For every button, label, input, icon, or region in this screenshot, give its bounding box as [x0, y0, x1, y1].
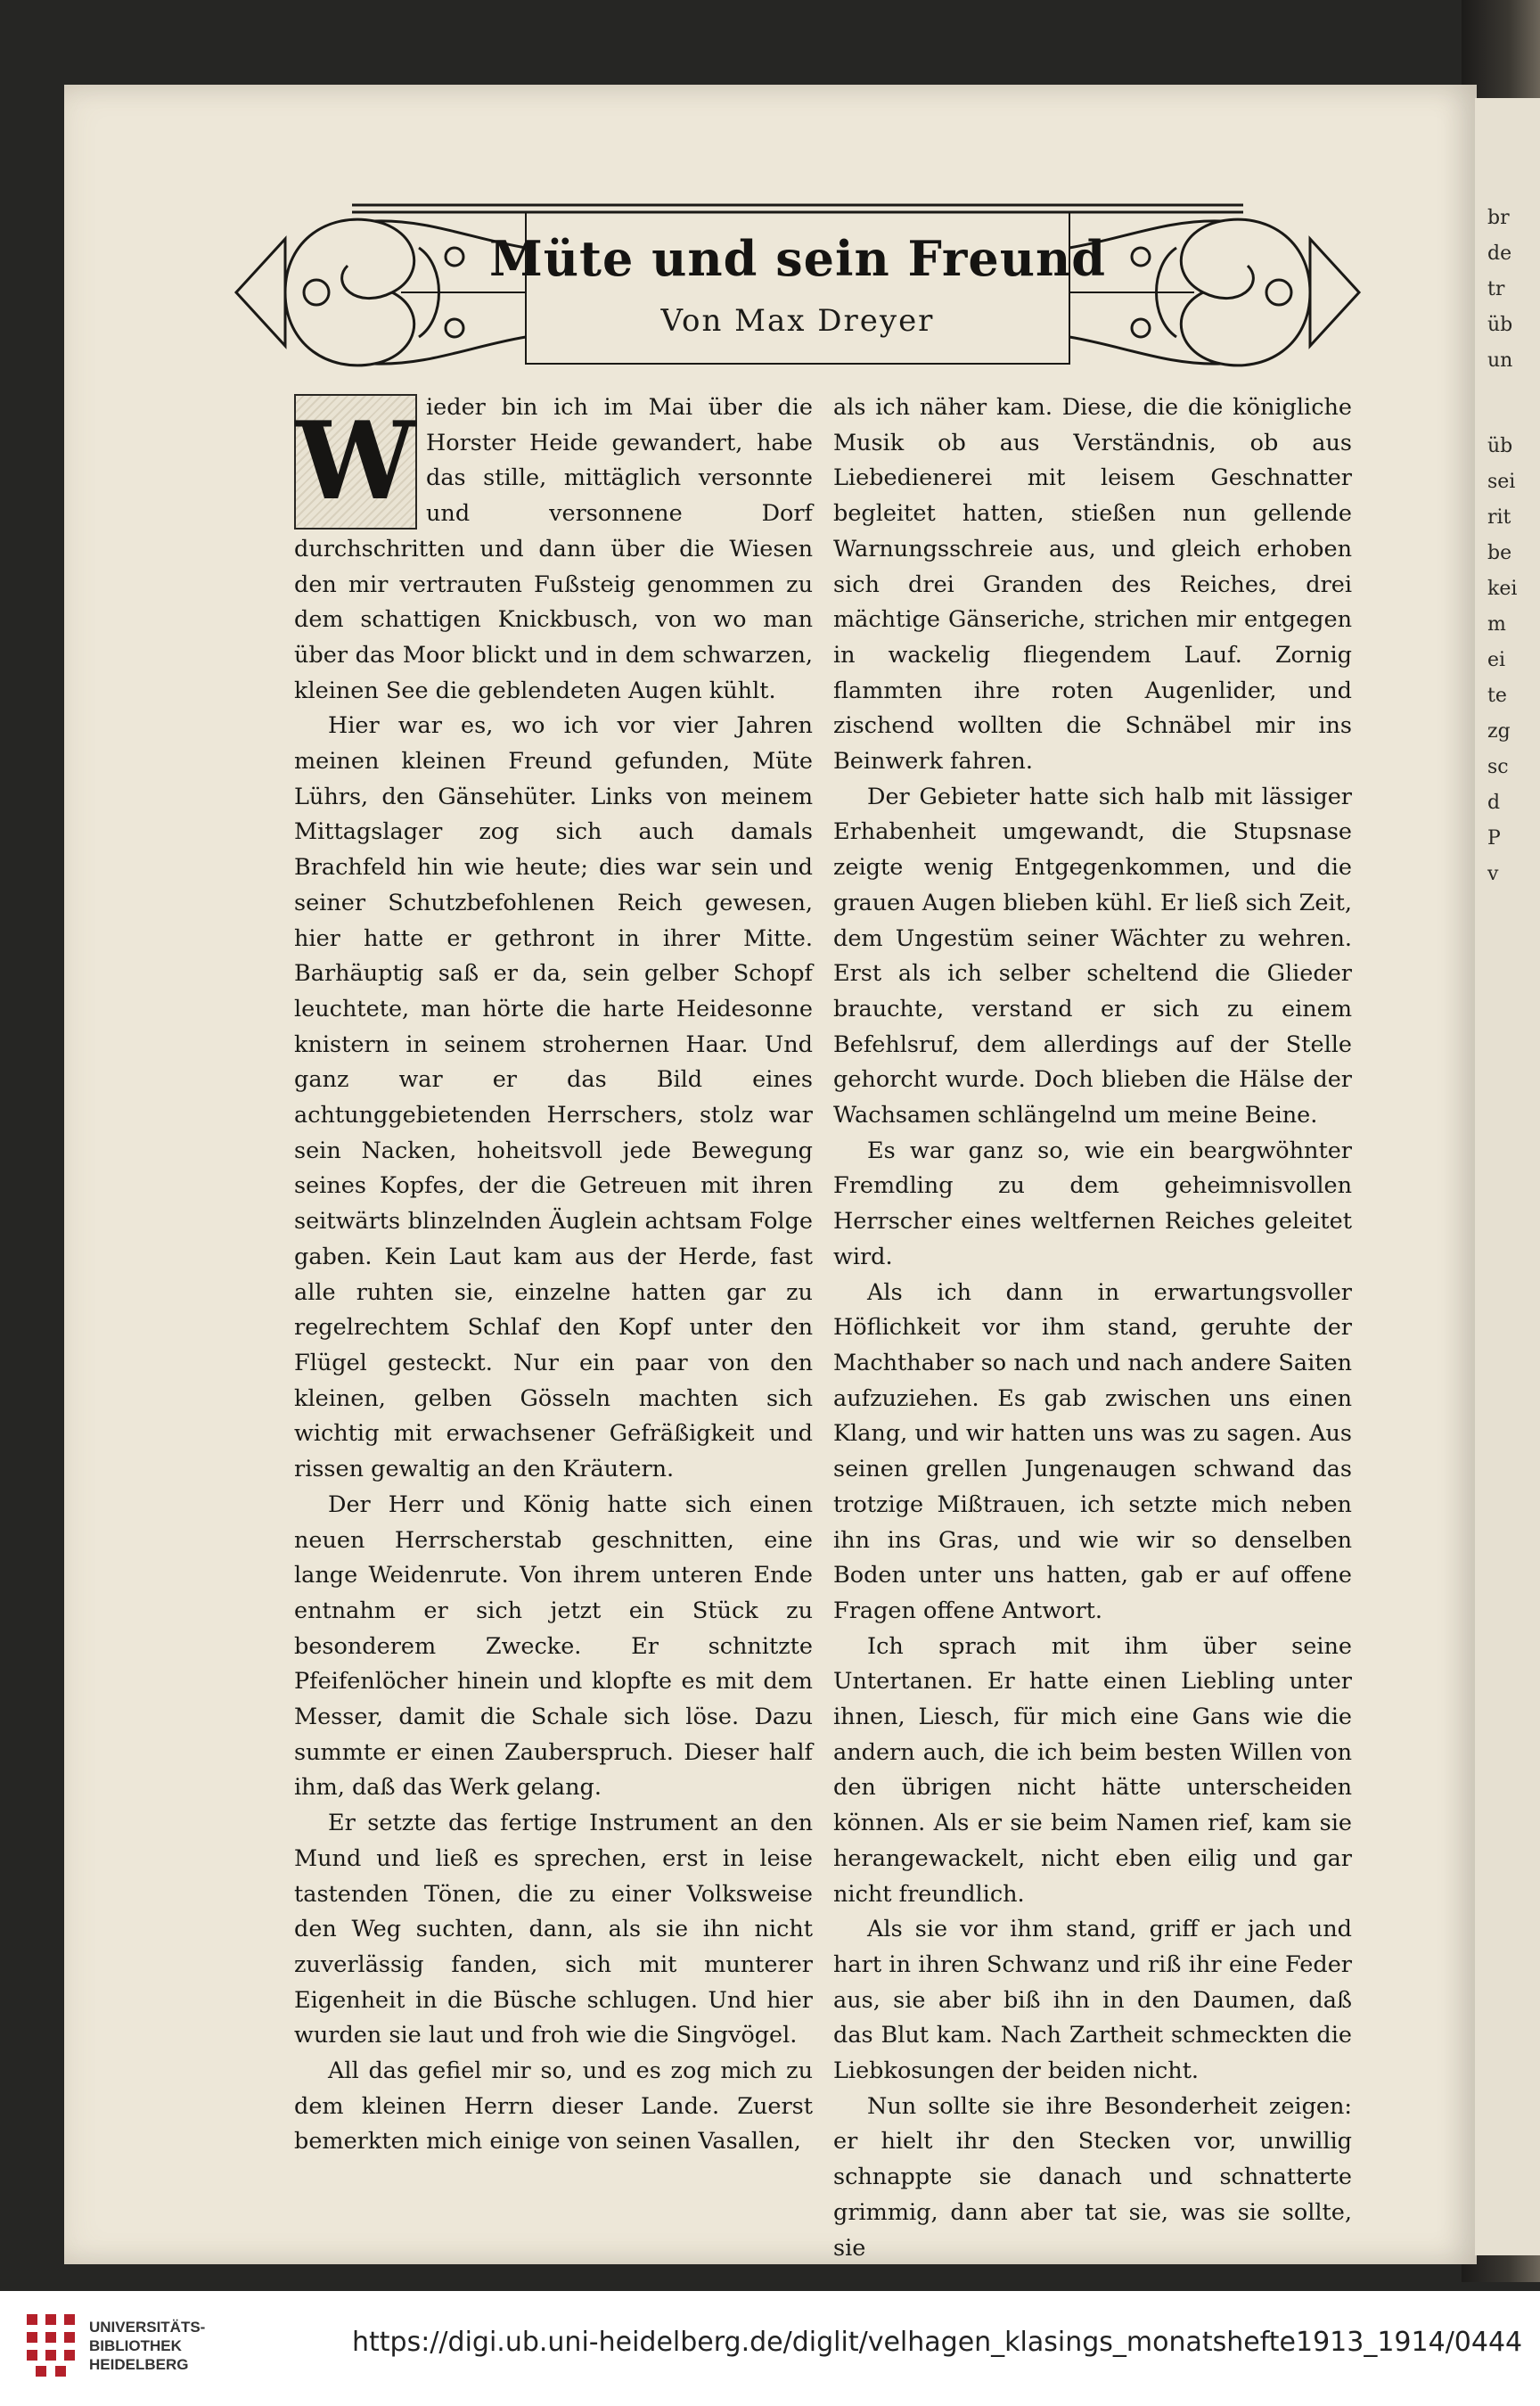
paragraph: Es war ganz so, wie ein beargwöhnter Fremdling zu dem geheimnisvollen Herrscher eines weltfernen Reiches geleitet wird. [833, 1137, 1352, 1270]
paragraph: All das gefiel mir so, und es zog mich zu dem kleinen Herrn dieser Lande. Zuerst bemerkten mich einige von seinen Vasallen, [294, 2057, 813, 2156]
fragment: üb [1487, 435, 1513, 457]
fragment: de [1487, 242, 1512, 265]
fragment: sc [1487, 756, 1509, 778]
library-name-line: HEIDELBERG [89, 2356, 189, 2373]
fragment: zg [1487, 720, 1511, 743]
fragment: kei [1487, 578, 1518, 600]
fragment: üb [1487, 314, 1513, 336]
paragraph: Ich sprach mit ihm über seine Untertanen. Er hatte einen Liebling unter ihnen, Liesch, für mich eine Gans wie die andern auch, die ich beim besten Willen von den übrigen nicht hätte unterscheiden können. Als er sie beim Namen rief, kam sie herangewackelt, nicht eben eilig und gar nicht freundlich. [833, 1632, 1352, 1908]
university-seal-icon [23, 2311, 78, 2380]
paragraph [294, 390, 813, 709]
text-column-right [833, 390, 1352, 2266]
paragraph: Der Gebieter hatte sich halb mit lässiger Erhabenheit umgewandt, die Stupsnase zeigte wenig Entgegenkommen, und die grauen Augen blieben kühl. Er ließ sich Zeit, dem Ungestüm seiner Wächter zu wehren. Erst als ich selber scheltend die Glieder brauchte, verstand er sich zu einem Befehlsruf, dem allerdings auf der Stelle gehorcht wurde. Doch blieben die Hälse der Wachsamen schlängelnd um meine Beine. [833, 783, 1352, 1129]
fragment: sei [1487, 471, 1516, 493]
paragraph: Hier war es, wo ich vor vier Jahren meinen kleinen Freund gefunden, Müte Lührs, den Gänsehüter. Links von meinem Mittagslager zog sich auch damals Brachfeld hin wie heute; dies war sein und seiner Schutzbefohlenen Reich gewesen, hier hatte er gethront in ihrer Mitte. Barhäuptig saß er da, sein gelber Schopf leuchtete, man hörte die harte Heidesonne knistern in seinem strohernen Haar. Und ganz war er das Bild eines achtunggebietenden Herrschers, stolz war sein Nacken, hoheitsvoll jede Bewegung seines Kopfes, der die Getreuen mit ihren seitwärts blinzelnden Äuglein achtsam Folge gaben. Kein Laut kam aus der Herde, fast alle ruhten sie, einzelne hatten gar zu regelrechtem Schlaf den Kopf unter den Flügel gesteckt. Nur ein paar von den kleinen, gelben Gösseln machten sich wichtig mit erwachsener Gefräßigkeit und rissen gewaltig an den Kräutern. [294, 712, 813, 1483]
paragraph: Als sie vor ihm stand, griff er jach und hart in ihren Schwanz und riß ihr eine Feder aus, sie aber biß ihn in den Daumen, daß das Blut kam. Nach Zartheit schmeckten die Liebkosungen der beiden nicht. [833, 1916, 1352, 2085]
fragment: tr [1487, 278, 1505, 300]
article-title: Müte und sein Freund [488, 230, 1107, 287]
text-column-left [294, 390, 813, 2160]
fragment: v [1487, 863, 1499, 885]
fragment: br [1487, 207, 1510, 229]
article-header [232, 114, 1364, 382]
fragment: ei [1487, 649, 1506, 671]
fragment: un [1487, 349, 1513, 372]
drop-cap-letter: W [295, 398, 416, 525]
paragraph: Nun sollte sie ihre Besonderheit zeigen: er hielt ihr den Stecken vor, unwillig schnappte sie danach und schnatterte grimmig, dann aber tat sie, was sie sollte, sie [833, 2092, 1352, 2262]
fragment: rit [1487, 506, 1511, 529]
article-byline: Von Max Dreyer [660, 303, 935, 339]
fragment: m [1487, 613, 1506, 636]
paragraph: Als ich dann in erwartungsvoller Höflichkeit vor ihm stand, geruhte der Machthaber so nach und nach andere Saiten aufzuziehen. Es gab zwischen uns einen Klang, und wir hatten uns was zu sagen. Aus seinen grellen Jungenaugen schwand das trotzige Mißtrauen, ich setzte mich neben ihn ins Gras, und wie wir so denselben Boden unter uns hatten, gab er auf offene Fragen offene Antwort. [833, 1278, 1352, 1624]
library-name-line: BIBLIOTHEK [89, 2337, 182, 2354]
fragment: P [1487, 827, 1501, 850]
paragraph: Der Herr und König hatte sich einen neuen Herrscherstab geschnitten, eine lange Weidenrute. Von ihrem unteren Ende entnahm er sich jetzt ein Stück zu besonderem Zwecke. Er schnitzte Pfeifenlöcher hinein und klopfte es mit dem Messer, damit die Schale sich löse. Dazu summte er einen Zauberspruch. Dieser half ihm, daß das Werk gelang. [294, 1490, 813, 1802]
viewer-footer [0, 2291, 1540, 2406]
fragment: d [1487, 792, 1501, 814]
next-page-edge [1475, 98, 1540, 2255]
fragment: be [1487, 542, 1512, 564]
fragment: te [1487, 685, 1507, 707]
paragraph: als ich näher kam. Diese, die die königliche Musik ob aus Verständnis, ob aus Liebedienerei mit leisem Geschnatter begleitet hatten, stießen nun gellende Warnungsschreie aus, und gleich erhoben sich drei Granden des Reiches, drei mächtige Gänseriche, strichen mir entgegen in wackelig fliegendem Lauf. Zornig flammten ihre roten Augenlider, und zischend wollten die Schnäbel mir ins Beinwerk fahren. [833, 394, 1352, 776]
library-name-line: UNIVERSITÄTS- [89, 2319, 206, 2336]
paragraph: Er setzte das fertige Instrument an den Mund und ließ es sprechen, erst in leise tastenden Tönen, die zu einer Volksweise den Weg suchten, dann, als sie ihn nicht zuverlässig fanden, sich mit munterer Eigenheit in die Büsche schlugen. Und hier wurden sie laut und froh wie die Singvögel. [294, 1810, 813, 2049]
permalink-url[interactable]: https://digi.ub.uni-heidelberg.de/diglit/velhagen_klasings_monatshefte1913_1914/0444 [352, 2327, 1523, 2358]
drop-cap [294, 394, 417, 530]
paragraph-text: ieder bin ich im Mai über die Horster Heide gewandert, habe das stille, mittäglich versonnte und versonnene Dorf durchschritten und dann über die Wiesen den mir vertrauten Fußsteig genommen zu dem schattigen Knickbusch, von wo man über das Moor blickt und in dem schwarzen, kleinen See die geblendeten Augen kühlt. [294, 394, 813, 704]
library-name [89, 2318, 267, 2374]
